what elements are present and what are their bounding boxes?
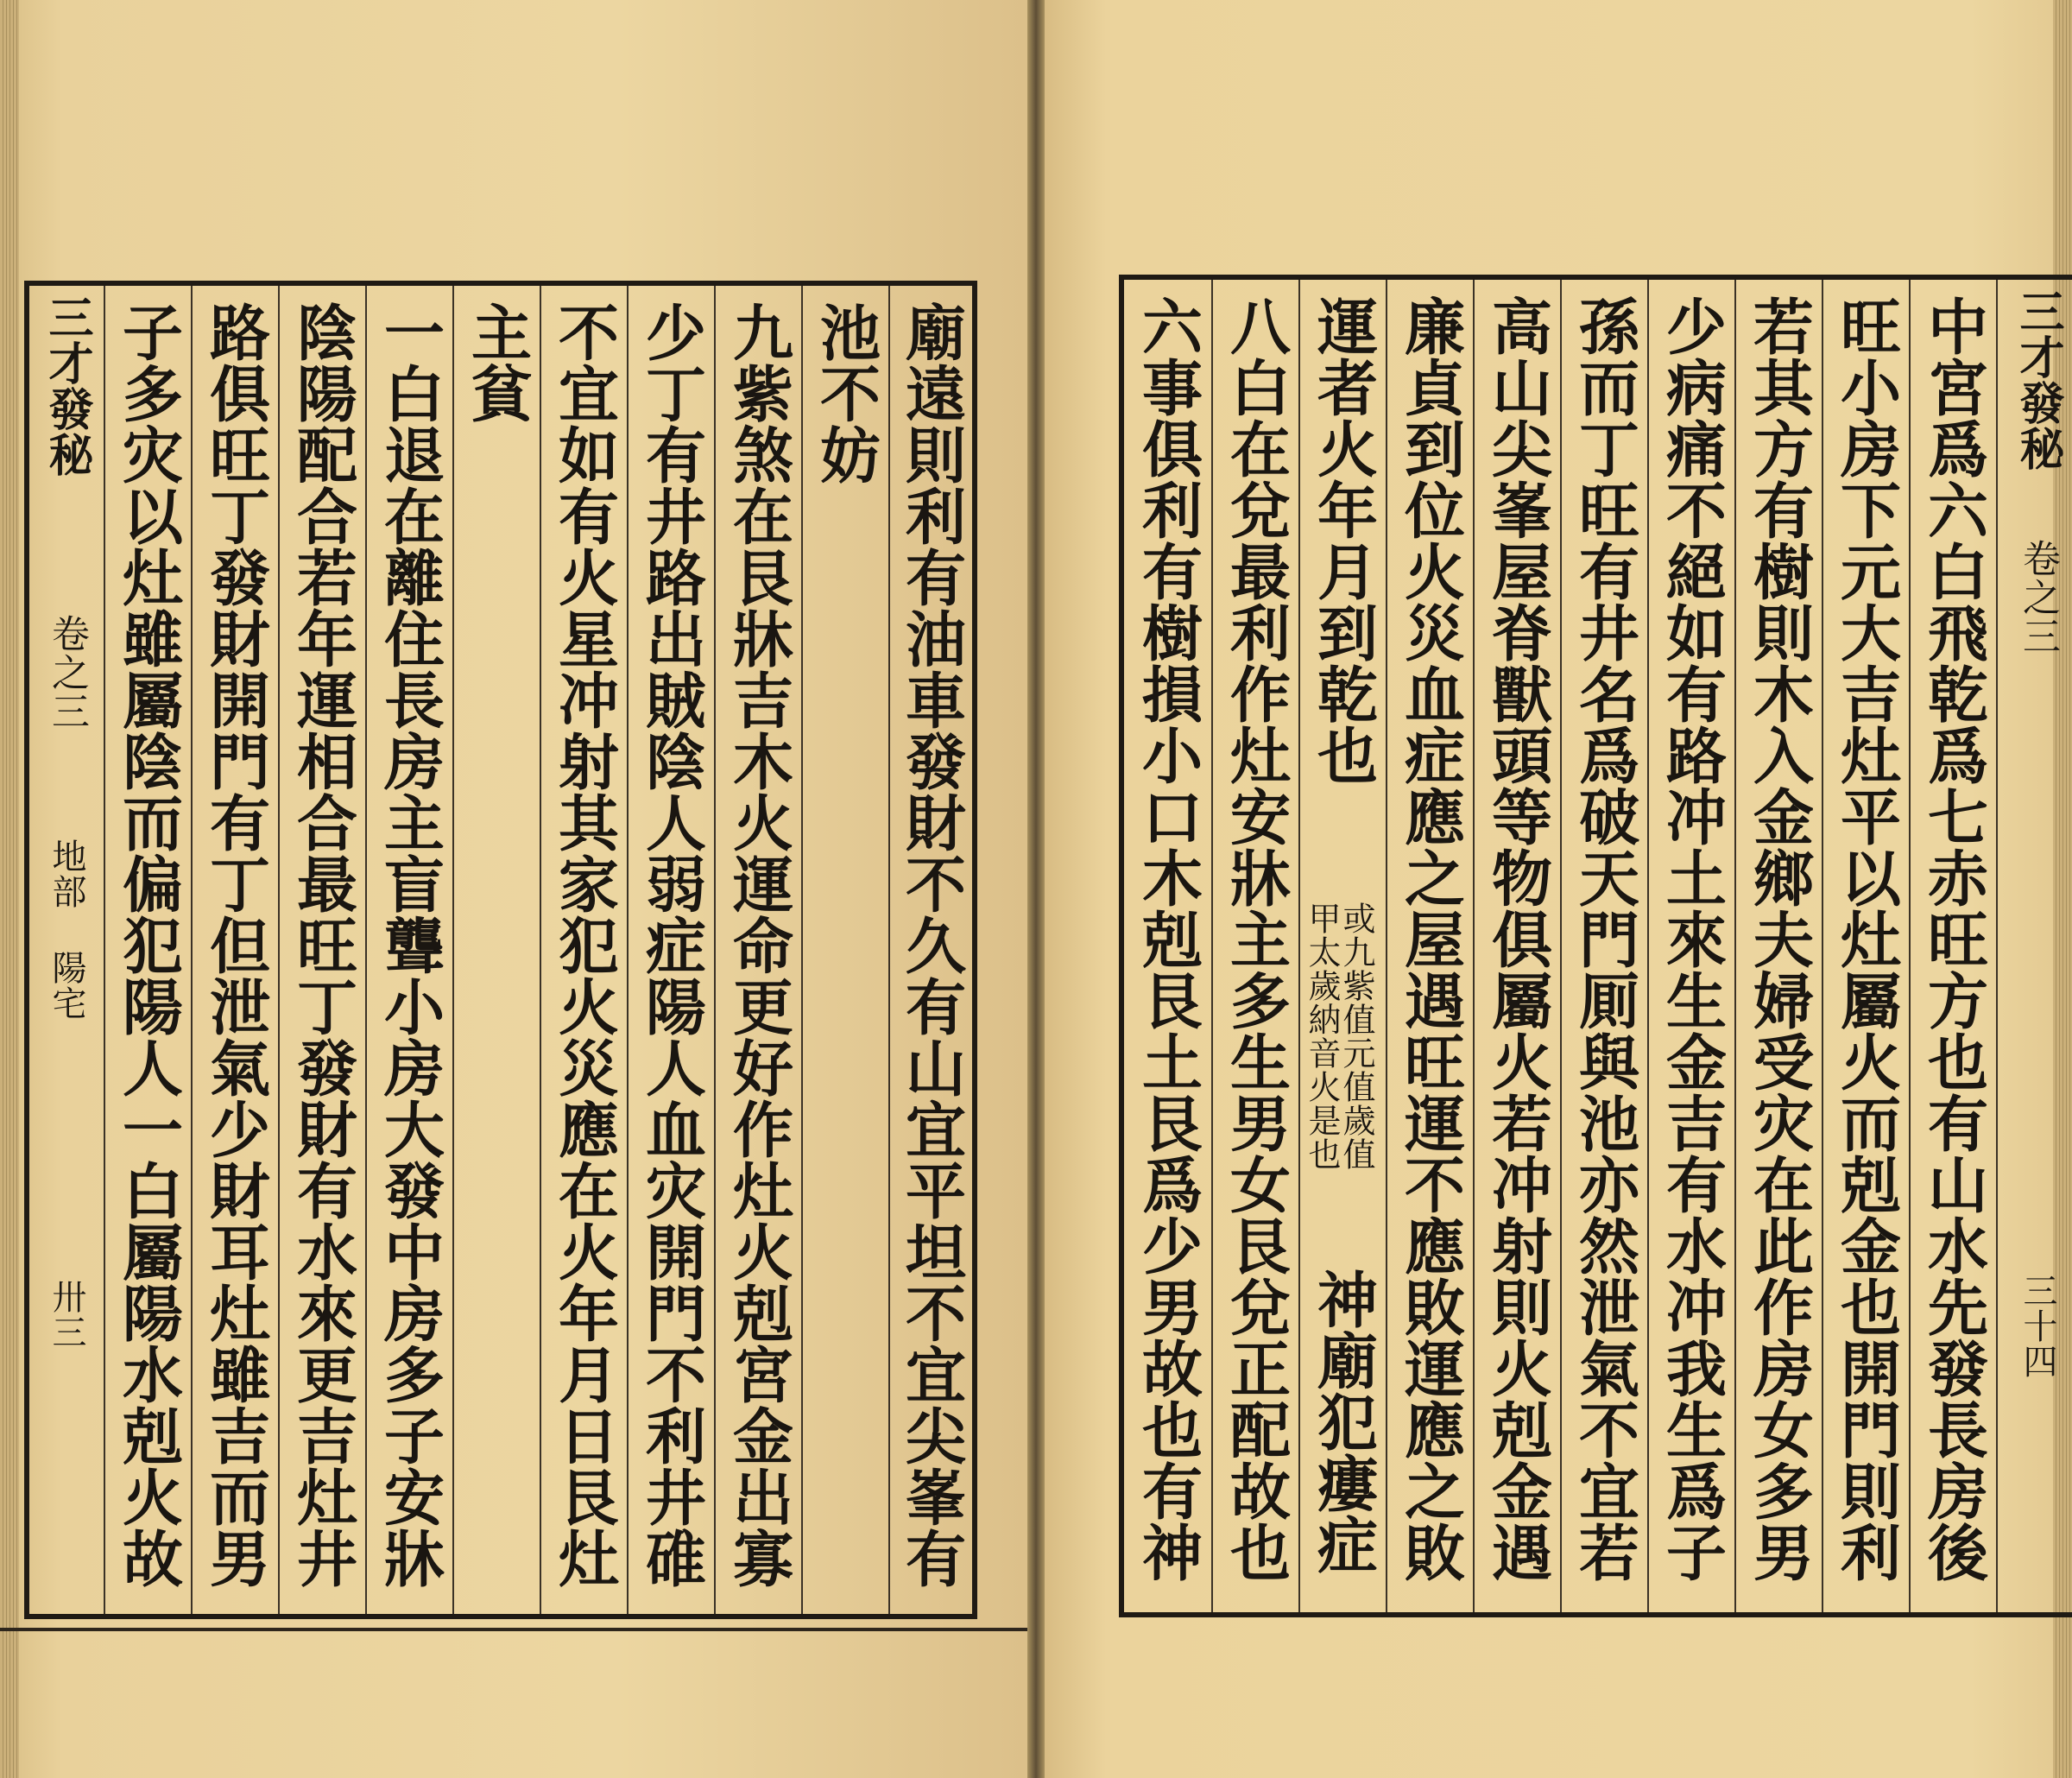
- column-text: 子多灾以灶雖屬陰而偏犯陽人一白屬陽水剋火故: [112, 301, 185, 1589]
- right-text-frame: [1119, 275, 2072, 1617]
- annotation-line-2: 甲太歲納音火是也: [1303, 902, 1341, 1171]
- text-column-2: [801, 286, 888, 1614]
- column-text: 中宮爲六白飛乾爲七赤旺方也有山水先發長房後: [1917, 295, 1990, 1583]
- right-page: [1045, 0, 2072, 1778]
- banxin-left: [29, 286, 104, 1614]
- left-page: [0, 0, 1027, 1778]
- column-text: 廟遠則利有油車發財不久有山宜平坦不宜尖峯有: [895, 301, 968, 1589]
- interlinear-annotation: [1305, 902, 1373, 1171]
- banxin-right: [1996, 280, 2072, 1612]
- text-column-6: [452, 286, 540, 1614]
- column-text: 少病痛不絕如有路冲土來生金吉有水冲我生爲子: [1656, 295, 1728, 1583]
- column-text: 一白退在離住長房主盲聾小房大發中房多子安牀: [374, 301, 446, 1589]
- text-column-1: [888, 286, 972, 1614]
- banxin-book-title: 三才發秘: [2012, 288, 2064, 471]
- text-column-8: [278, 286, 365, 1614]
- text-column-10: [104, 286, 191, 1614]
- text-column-6: [1473, 280, 1560, 1612]
- column-text: 主貧: [461, 301, 534, 424]
- text-column-1: [1909, 280, 1996, 1612]
- column-text: 少丁有井路出賊陰人弱症陽人血灾開門不利井碓: [635, 301, 708, 1589]
- text-column-2: [1822, 280, 1909, 1612]
- left-text-frame: [24, 281, 977, 1619]
- column-text: 八白在兌最利作灶安牀主多生男女艮兌正配故也: [1220, 295, 1292, 1583]
- column-text: 不宜如有火星冲射其家犯火災應在火年月日艮灶: [548, 301, 621, 1589]
- banxin-section: 地部 陽宅: [47, 838, 86, 1021]
- banxin-page-number: 三十四: [2018, 1273, 2057, 1379]
- column-text: 九紫煞在艮牀吉木火運命更好作灶火剋宮金出寡: [723, 301, 795, 1589]
- column-text: 陰陽配合若年運相合最旺丁發財有水來更吉灶井: [287, 301, 359, 1589]
- text-column-9: [191, 286, 278, 1614]
- column-text: 池不妨: [810, 301, 882, 485]
- banxin-book-title: 三才發秘: [41, 294, 93, 478]
- column-text: 運者火年月到乾也: [1307, 295, 1380, 786]
- text-column-3: [714, 286, 801, 1614]
- banxin-page-number: 卅三: [47, 1279, 86, 1350]
- text-column-7: [365, 286, 452, 1614]
- banxin-volume: 卷之三: [2016, 539, 2060, 655]
- annotation-line-1: 或九紫值元值歲值: [1337, 902, 1375, 1171]
- column-text: 孫而丁旺有井名爲破天門厠與池亦然泄氣不宜若: [1569, 295, 1641, 1583]
- column-text: 高山尖峯屋脊獸頭等物俱屬火若冲射則火剋金遇: [1481, 295, 1554, 1583]
- bottom-rule: [0, 1628, 1027, 1631]
- text-column-9: [1211, 280, 1298, 1612]
- page-edges-left: [0, 0, 19, 1778]
- column-text: 廉貞到位火災血症應之屋遇旺運不應敗運應之敗: [1394, 295, 1467, 1583]
- column-text: 路俱旺丁發財開門有丁但泄氣少財耳灶雖吉而男: [199, 301, 272, 1589]
- text-column-8-with-annotation: [1298, 280, 1386, 1612]
- column-text-tail: 神廟犯瘻症: [1307, 1269, 1380, 1575]
- text-column-4: [627, 286, 714, 1614]
- text-column-5: [540, 286, 627, 1614]
- column-text: 旺小房下元大吉灶平以灶屬火而剋金也開門則利: [1830, 295, 1903, 1583]
- column-text: 若其方有樹則木入金鄉夫婦受灾在此作房女多男: [1743, 295, 1816, 1583]
- text-column-10: [1124, 280, 1211, 1612]
- text-column-7: [1386, 280, 1473, 1612]
- book-gutter: [1027, 0, 1045, 1778]
- banxin-volume: 卷之三: [45, 614, 89, 731]
- text-column-3: [1734, 280, 1822, 1612]
- text-column-4: [1647, 280, 1734, 1612]
- text-column-5: [1560, 280, 1647, 1612]
- column-text: 六事俱利有樹損小口木剋艮土艮爲少男故也有神: [1132, 295, 1204, 1583]
